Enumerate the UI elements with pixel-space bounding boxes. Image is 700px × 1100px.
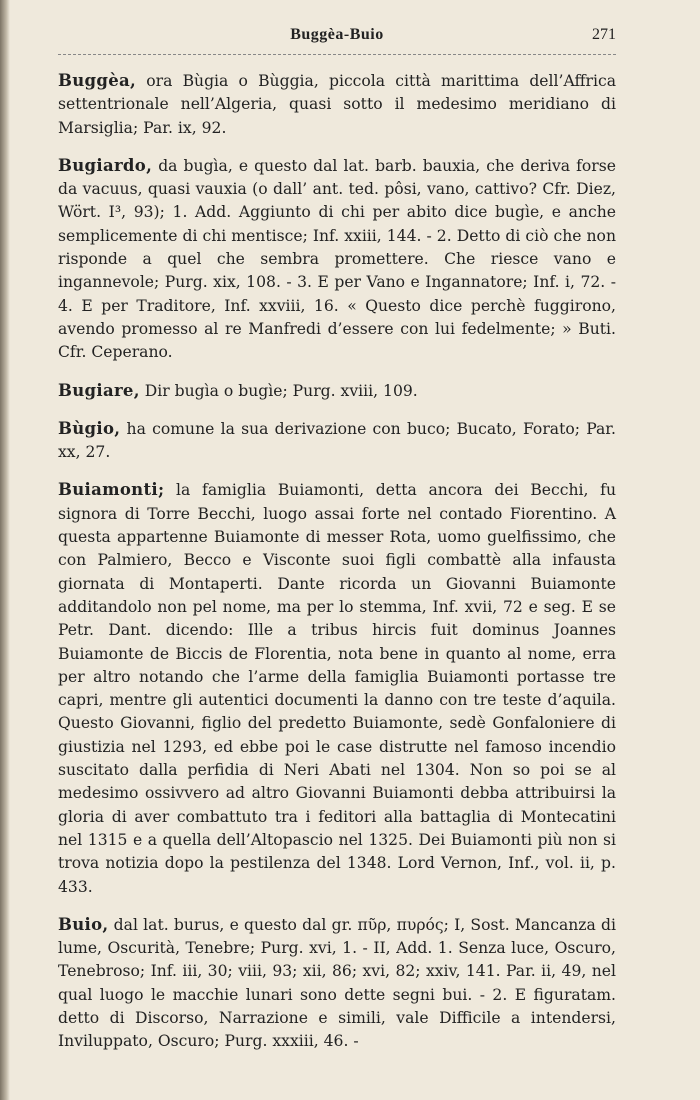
entry-body: la famiglia Buiamonti, detta ancora dei Becchi, fu signora di Torre Becchi, luogo assai forte nel contado Fiorentino. A questa appartenne Buiamonte di messer Rota, uomo guelfissimo, che con Palmiero, Becco e Visconte suoi figli combattè alla infausta giornata di Montaperti. Dante ricorda un Giovanni Buiamonte additandolo non pel nome, ma per lo stemma, Inf. xvii, 72 e seg. E se Petr. Dant. dicendo: Ille a tribus hircis fuit dominus Joannes Buiamonte de Biccis de Florentia, nota bene in quanto al nome, erra per altro notando che l’arme della famiglia Buiamonti portasse tre capri, mentre gli autentici documenti la danno con tre teste d’aquila. Questo Giovanni, figlio del predetto Buiamonte, sedè Gonfaloniere di giustizia nel 1293, ed ebbe poi le case distrutte nel famoso incendio suscitato dalla perfidia di Neri Abati nel 1304. Non so poi se al medesimo ossivvero ad altro Giovanni Buiamonti debba attribuirsi la gloria di aver combattuto tra i feditori alla battaglia di Montecatini nel 1315 e a quella dell’Altopascio nel 1325. Dei Buiamonti più non si trova notizia dopo la pestilenza del 1348. Lord Vernon, Inf., vol. ii, p. 433. — [58, 481, 616, 896]
page-number: 271 — [592, 26, 616, 43]
book-spine-shadow — [0, 0, 10, 1100]
entry-body: Dir bugìa o bugìe; Purg. xviii, 109. — [139, 381, 418, 400]
entry-bugiare — [58, 379, 616, 403]
headword: Bugiardo, — [58, 155, 153, 175]
headword: Bùgio, — [58, 418, 121, 438]
entry-body: da bugìa, e questo dal lat. barb. bauxia, che deriva forse da vacuus, quasi vauxia (o dall’ ant. ted. pôsi, vano, cattivo? Cfr. Diez, Wört. I³, 93); 1. Add. Aggiunto di chi per abito dice bugìe, e anche semplicemente di chi mentisce; Inf. xxiii, 144. - 2. Detto di ciò che non risponde a quel che sembra promettere. Che riesce vano e ingannevole; Purg. xix, 108. - 3. E per Vano e Ingannatore; Inf. i, 72. - 4. E per Traditore, Inf. xxviii, 16. « Questo dice perchè fuggirono, avendo promesso al re Manfredi d’essere con lui fedelmente; » Buti. Cfr. Ceperano. — [58, 156, 616, 362]
entry-buiamonti — [58, 478, 616, 898]
entry-bugio — [58, 417, 616, 465]
entry-buggea — [58, 69, 616, 140]
running-title: Buggèa-Buio — [290, 26, 384, 43]
entry-body: ora Bùgia o Bùggia, piccola città marittima dell’Affrica settentrionale nell’Algeria, quasi sotto il medesimo meridiano di Marsiglia; Par. ix, 92. — [58, 72, 616, 137]
running-header — [58, 22, 616, 55]
headword: Buggèa, — [58, 71, 137, 90]
entry-bugiardo — [58, 154, 616, 365]
headword: Buiamonti; — [58, 480, 165, 500]
entry-body: ha comune la sua derivazione con buco; Bucato, Forato; Par. xx, 27. — [58, 419, 616, 462]
entry-body: dal lat. burus, e questo dal gr. πῦρ, πυρός; I, Sost. Mancanza di lume, Oscurità, Tenebre; Purg. xvi, 1. - II, Add. 1. Senza luce, Oscuro, Tenebroso; Inf. iii, 30; viii, 93; xii, 86; xvi, 82; xxiv, 141. Par. ii, 49, nel qual luogo le macchie lunari sono dette segni bui. - 2. E figuratam. detto di Discorso, Narrazione e simili, vale Difficile a intendersi, Inviluppato, Oscuro; Purg. xxxiii, 46. - — [58, 915, 616, 1051]
headword: Bugiare, — [58, 380, 140, 400]
headword: Buio, — [58, 914, 109, 934]
dictionary-page — [58, 22, 616, 1054]
entry-buio — [58, 913, 616, 1054]
